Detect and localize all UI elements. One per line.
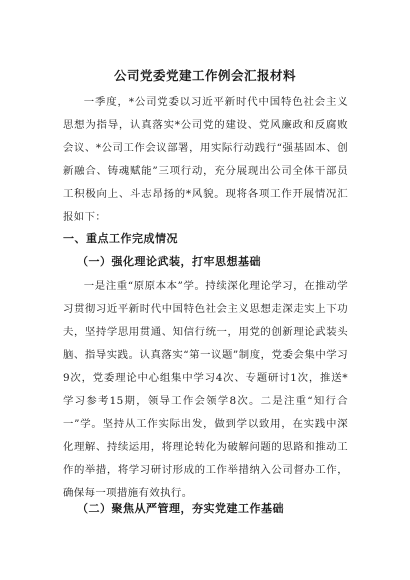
subsection-heading-1: （一）强化理论武装，打牢思想基础 <box>77 255 261 268</box>
subsection-heading-2: （二）聚焦从严管理，夯实党建工作基础 <box>77 502 284 515</box>
subsection-1-body: 一是注重“原原本本”学。持续深化理论学习，在推动学习贯彻习近平新时代中国特色社会主义思想走深走实上下功夫，坚持学思用贯通、知信行统一，用党的创新理论武装头脑、指导实践。认真落实“第一议题”制度，党委会集中学习9次，党委理论中心组集中学习4次、专题研讨1次，推送*学习参考15期，领导工作会领学8次。二是注重“知行合一”学。坚持从工作实际出发，做到学以致用，在实践中深化理解、持续运用，将理论转化为破解问题的思路和推动工作的举措，将学习研讨形成的工作举措纳入公司督办工作，确保每一项措施有效执行。 <box>63 280 348 499</box>
section-heading-1: 一、重点工作完成情况 <box>63 232 178 245</box>
intro-paragraph: 一季度，*公司党委以习近平新时代中国特色社会主义思想为指导，认真落实*公司党的建设、党风廉政和反腐败会议、*公司工作会议部署，用实际行动践行“强基固本、创新融合、铸魂赋能”三项行动，充分展现出公司全体干部员工积极向上、斗志昂扬的*风貌。现将各项工作开展情况汇报如下： <box>63 96 348 223</box>
document-title: 公司党委党建工作例会汇报材料 <box>113 68 296 83</box>
